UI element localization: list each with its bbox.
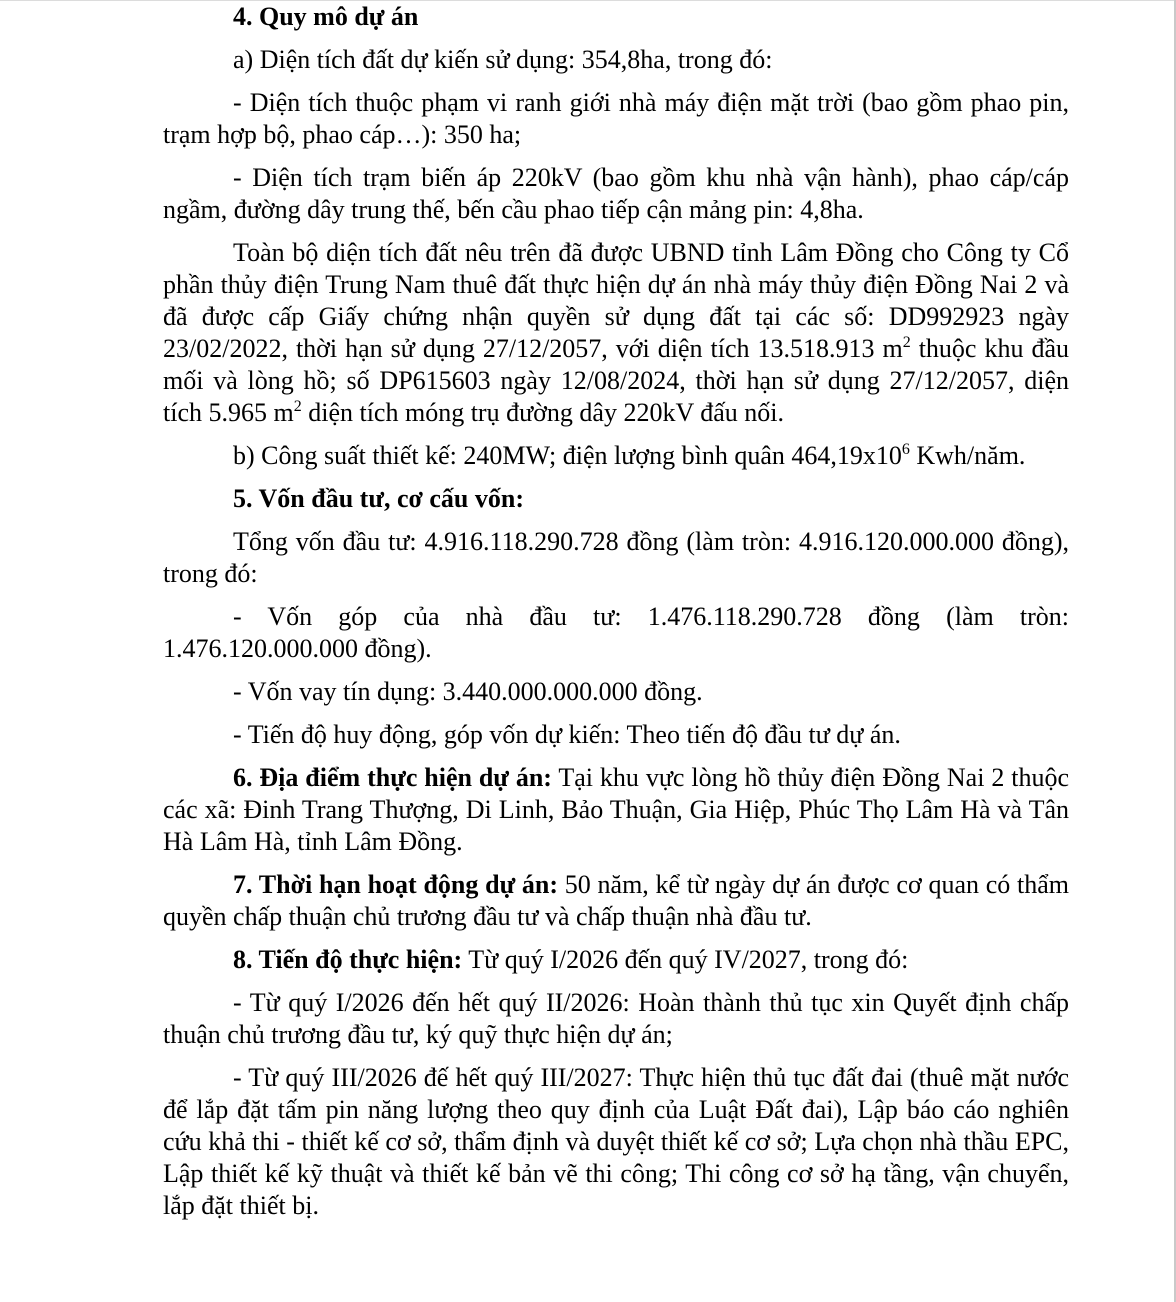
land-text-3: diện tích móng trụ đường dây 220kV đấu nối. (301, 398, 785, 427)
credit-loan: - Vốn vay tín dụng: 3.440.000.000.000 đồng. (233, 677, 703, 706)
total-investment: Tổng vốn đầu tư: 4.916.118.290.728 đồng (làm tròn: 4.916.120.000.000 đồng), trong đó: (163, 527, 1069, 588)
section-7-paragraph (163, 869, 1069, 933)
section-6-paragraph (163, 762, 1069, 858)
section-4a-intro: a) Diện tích đất dự kiến sử dụng: 354,8ha, trong đó: (233, 45, 773, 74)
superscript-2: 2 (902, 334, 911, 351)
section-8-item-2: - Từ quý III/2026 đế hết quý III/2027: Thực hiện thủ tục đất đai (thuê mặt nước để lắp đặt tấm pin năng lượng theo quy định của Luật Đất đai), Lập báo cáo nghiên cứu khả thi - thiết kế cơ sở, thẩm định và duyệt thiết kế cơ sở; Lựa chọn nhà thầu EPC, Lập thiết kế kỹ thuật và thiết kế bản vẽ thi công; Thi công cơ sở hạ tầng, vận chuyển, lắp đặt thiết bị. (163, 1063, 1069, 1220)
section-6-heading: 6. Địa điểm thực hiện dự án: (233, 763, 552, 792)
section-7-text: 50 năm, kể từ ngày dự án được cơ quan có thẩm quyền chấp thuận chủ trương đầu tư và chấp thuận nhà đầu tư. (163, 870, 1070, 931)
land-text-1: Toàn bộ diện tích đất nêu trên đã được UBND tỉnh Lâm Đồng cho Công ty Cổ phần thủy điện Trung Nam thuê đất thực hiện dự án nhà máy thủy điện Đồng Nai 2 và đã được cấp Giấy chứng nhận quyền sử dụng đất tại các số: DD992923 ngày 23/02/2022, thời hạn sử dụng 27/12/2057, với diện tích 13.518.913 m (163, 238, 1069, 363)
section-4-heading: 4. Quy mô dự án (233, 2, 419, 31)
section-8-paragraph (163, 944, 1069, 976)
section-7-heading: 7. Thời hạn hoạt động dự án: (233, 870, 559, 899)
land-certificate-paragraph (163, 237, 1069, 429)
section-8-heading: 8. Tiến độ thực hiện: (233, 945, 463, 974)
capacity-text: b) Công suất thiết kế: 240MW; điện lượng bình quân 464,19x10 (233, 441, 902, 470)
section-5-heading: 5. Vốn đầu tư, cơ cấu vốn: (233, 484, 525, 513)
land-text-2: thuộc khu đầu mối và lòng hồ; số DP615603 ngày 12/08/2024, thời hạn sử dụng 27/12/2057, diện tích 5.965 m (163, 334, 1069, 427)
section-8-item-1: - Từ quý I/2026 đến hết quý II/2026: Hoàn thành thủ tục xin Quyết định chấp thuận chủ trương đầu tư, ký quỹ thực hiện dự án; (163, 988, 1069, 1049)
document-body (163, 0, 1069, 1222)
section-6-text: Tại khu vực lòng hồ thủy điện Đồng Nai 2 thuộc các xã: Đinh Trang Thượng, Di Linh, Bảo Thuận, Gia Hiệp, Phúc Thọ Lâm Hà và Tân Hà Lâm Hà, tỉnh Lâm Đồng. (163, 763, 1069, 856)
superscript-6: 6 (901, 441, 910, 458)
section-4a-item-1: - Diện tích thuộc phạm vi ranh giới nhà máy điện mặt trời (bao gồm phao pin, trạm hợp bộ, phao cáp…): 350 ha; (163, 88, 1069, 149)
section-4a-item-2: - Diện tích trạm biến áp 220kV (bao gồm khu nhà vận hành), phao cáp/cáp ngầm, đường dây trung thế, bến cầu phao tiếp cận mảng pin: 4,8ha. (163, 163, 1069, 224)
capital-schedule: - Tiến độ huy động, góp vốn dự kiến: Theo tiến độ đầu tư dự án. (233, 720, 901, 749)
section-4b-capacity (163, 440, 1069, 472)
investor-equity: - Vốn góp của nhà đầu tư: 1.476.118.290.728 đồng (làm tròn: 1.476.120.000.000 đồng). (163, 602, 1069, 663)
capacity-unit: Kwh/năm. (909, 441, 1026, 470)
section-8-text: Từ quý I/2026 đến quý IV/2027, trong đó: (462, 945, 909, 974)
superscript-2: 2 (293, 398, 302, 415)
